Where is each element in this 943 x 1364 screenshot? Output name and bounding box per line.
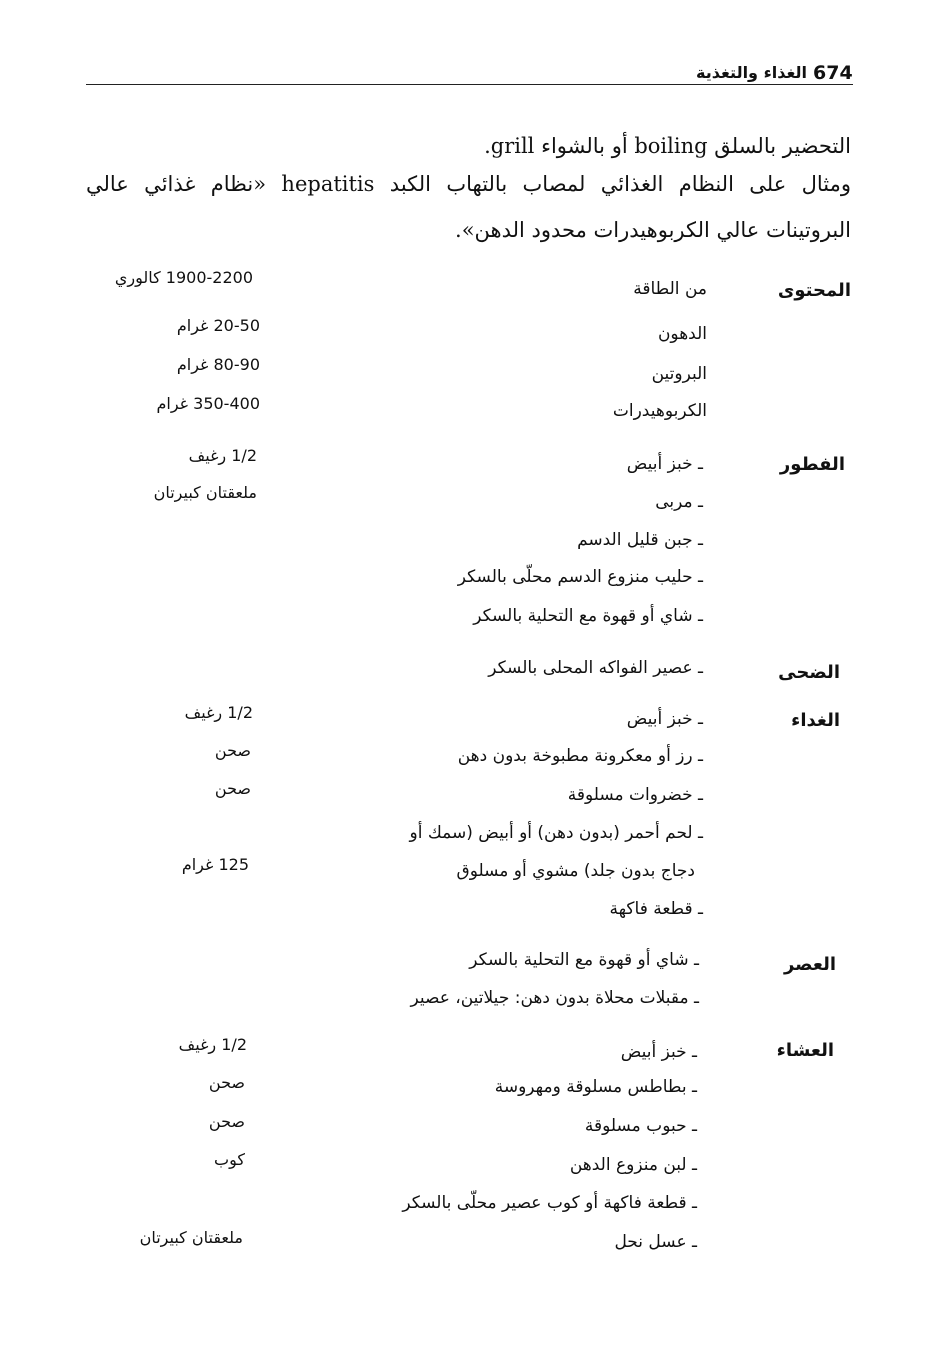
breakfast-item: ـ حليب منزوع الدسم محلّى بالسكر xyxy=(457,567,703,587)
lunch-qty: صحن xyxy=(214,779,251,798)
dinner-qty: صحن xyxy=(208,1112,245,1131)
lunch-item: ـ قطعة فاكهة xyxy=(609,899,703,919)
lunch-qty: 125 غرام xyxy=(181,855,249,874)
dinner-item: ـ حبوب مسلوقة xyxy=(584,1116,697,1136)
lunch-item: ـ خبز أبيض xyxy=(626,709,703,729)
dinner-item: ـ قطعة فاكهة أو كوب عصير محلّى بالسكر xyxy=(402,1193,697,1213)
breakfast-qty: 1/2 رغيف xyxy=(188,446,257,465)
page-number: 674 xyxy=(813,62,853,84)
lunch-item: دجاج بدون جلد) مشوي أو مسلوق xyxy=(456,861,695,881)
breakfast-item: ـ شاي أو قهوة مع التحلية بالسكر xyxy=(473,606,703,626)
afternoon-item: ـ شاي أو قهوة مع التحلية بالسكر xyxy=(469,950,699,970)
intro-line-2: ومثال على النظام الغذائي لمصاب بالتهاب الكبد hepatitis «نظام غذائي عالي xyxy=(86,172,852,196)
breakfast-item: ـ خبز أبيض xyxy=(626,454,703,474)
dinner-item: ـ خبز أبيض xyxy=(620,1042,697,1062)
lunch-item: ـ لحم أحمر (بدون دهن) أو أبيض (سمك أو xyxy=(409,823,703,843)
dinner-qty: 1/2 رغيف xyxy=(178,1035,247,1054)
section-label-lunch: الغداء xyxy=(791,710,840,731)
running-header-title: الغذاء والتغذية xyxy=(696,63,807,82)
forenoon-item: ـ عصير الفواكه المحلى بالسكر xyxy=(488,658,703,678)
content-qty: 350-400 غرام xyxy=(156,394,260,413)
dinner-qty: صحن xyxy=(208,1073,245,1092)
content-qty: 20-50 غرام xyxy=(176,316,260,335)
section-label-afternoon: العصر xyxy=(783,954,836,975)
intro-line-1: التحضير بالسلق boiling أو بالشواء grill. xyxy=(484,134,851,158)
breakfast-item: ـ جبن قليل الدسم xyxy=(577,530,703,550)
dinner-item: ـ عسل نحل xyxy=(614,1232,697,1252)
section-label-breakfast: الفطور xyxy=(779,454,845,475)
breakfast-item: ـ مربى xyxy=(655,492,703,512)
section-label-forenoon: الضحى xyxy=(778,662,840,683)
intro-line-3: البروتينات عالي الكربوهيدرات محدود الدهن». xyxy=(455,218,851,242)
lunch-qty: 1/2 رغيف xyxy=(184,703,253,722)
content-item: البروتين xyxy=(651,364,707,384)
section-label-content: المحتوى xyxy=(777,280,851,301)
dinner-qty: كوب xyxy=(214,1150,245,1169)
breakfast-qty: ملعقتان كبيرتان xyxy=(153,483,257,502)
afternoon-item: ـ مقبلات محلاة بدون دهن: جيلاتين، عصير xyxy=(410,988,699,1008)
dinner-qty: ملعقتان كبيرتان xyxy=(139,1228,243,1247)
lunch-item: ـ خضروات مسلوقة xyxy=(567,785,703,805)
content-item: الكربوهيدرات xyxy=(612,401,707,421)
dinner-item: ـ لبن منزوع الدهن xyxy=(569,1155,697,1175)
content-item: الدهون xyxy=(657,324,707,344)
content-item: من الطاقة xyxy=(633,279,707,299)
dinner-item: ـ بطاطس مسلوقة ومهروسة xyxy=(494,1077,697,1097)
content-qty: 80-90 غرام xyxy=(176,355,260,374)
header-rule xyxy=(86,84,853,85)
content-qty: 1900-2200 كالوري xyxy=(114,268,253,287)
section-label-dinner: العشاء xyxy=(776,1040,834,1061)
lunch-item: ـ رز أو معكرونة مطبوخة بدون دهن xyxy=(457,746,703,766)
lunch-qty: صحن xyxy=(214,741,251,760)
